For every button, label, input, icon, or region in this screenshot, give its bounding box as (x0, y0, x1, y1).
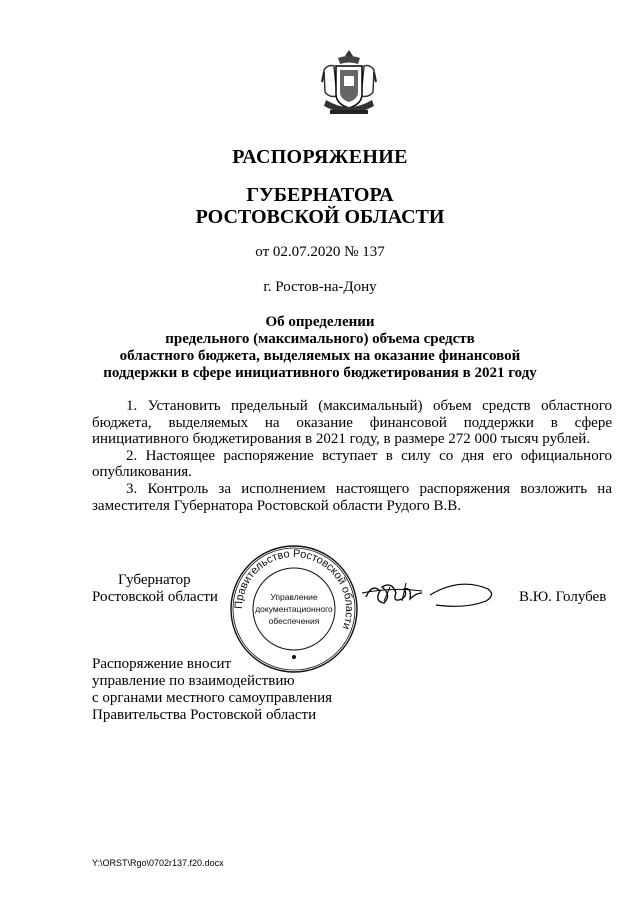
subject-line: предельного (максимального) объема средств (165, 331, 475, 347)
document-heading: РАСПОРЯЖЕНИЕ (232, 146, 408, 168)
paragraph: 2. Настоящее распоряжение вступает в силу со дня его официального опубликования. (92, 447, 612, 481)
document-body (92, 398, 612, 514)
coat-of-arms-emblem (318, 48, 380, 122)
date-and-number: от 02.07.2020 № 137 (255, 244, 385, 260)
signatory-title (92, 572, 232, 606)
introduced-by-line: Правительства Ростовской области (92, 707, 317, 723)
seal-ring-text: Правительство Ростовской области (232, 547, 356, 631)
subject-line: поддержки в сфере инициативного бюджетирования в 2021 году (103, 365, 537, 381)
introduced-by-line: управление по взаимодействию (92, 673, 295, 689)
paragraph: 1. Установить предельный (максимальный) объем средств областного бюджета, выделяемых на оказание финансовой поддержки в сфере инициативного бюджетирования в 2021 году, в размере 272 000 тысяч рублей. (92, 398, 612, 448)
seal-center-line: Управление (270, 592, 318, 602)
signatory-title-line: Ростовской области (92, 589, 218, 605)
authority-line: ГУБЕРНАТОРА (246, 184, 394, 206)
signatory-title-line: Губернатор (118, 572, 191, 588)
document-subject (0, 314, 640, 382)
subject-line: Об определении (265, 314, 375, 330)
issuing-authority (0, 184, 640, 228)
introduced-by-line: с органами местного самоуправления (92, 690, 333, 706)
file-path-footer: Y:\ORST\Rgo\0702r137.f20.docx (92, 858, 224, 868)
introduced-by-block (92, 656, 332, 724)
official-seal (228, 544, 360, 674)
paragraph: 3. Контроль за исполнением настоящего распоряжения возложить на заместителя Губернатора Ростовской области Рудого В.В. (92, 480, 612, 514)
subject-line: областного бюджета, выделяемых на оказание финансовой (119, 348, 521, 364)
seal-center-line: документационного (255, 604, 333, 614)
signatory-name: В.Ю. Голубев (519, 589, 607, 605)
seal-center-line: обеспечения (268, 616, 320, 626)
city-line: г. Ростов-на-Дону (263, 279, 377, 295)
handwritten-signature (360, 573, 500, 617)
introduced-by-line: Распоряжение вносит (92, 656, 232, 672)
authority-line: РОСТОВСКОЙ ОБЛАСТИ (195, 206, 445, 228)
